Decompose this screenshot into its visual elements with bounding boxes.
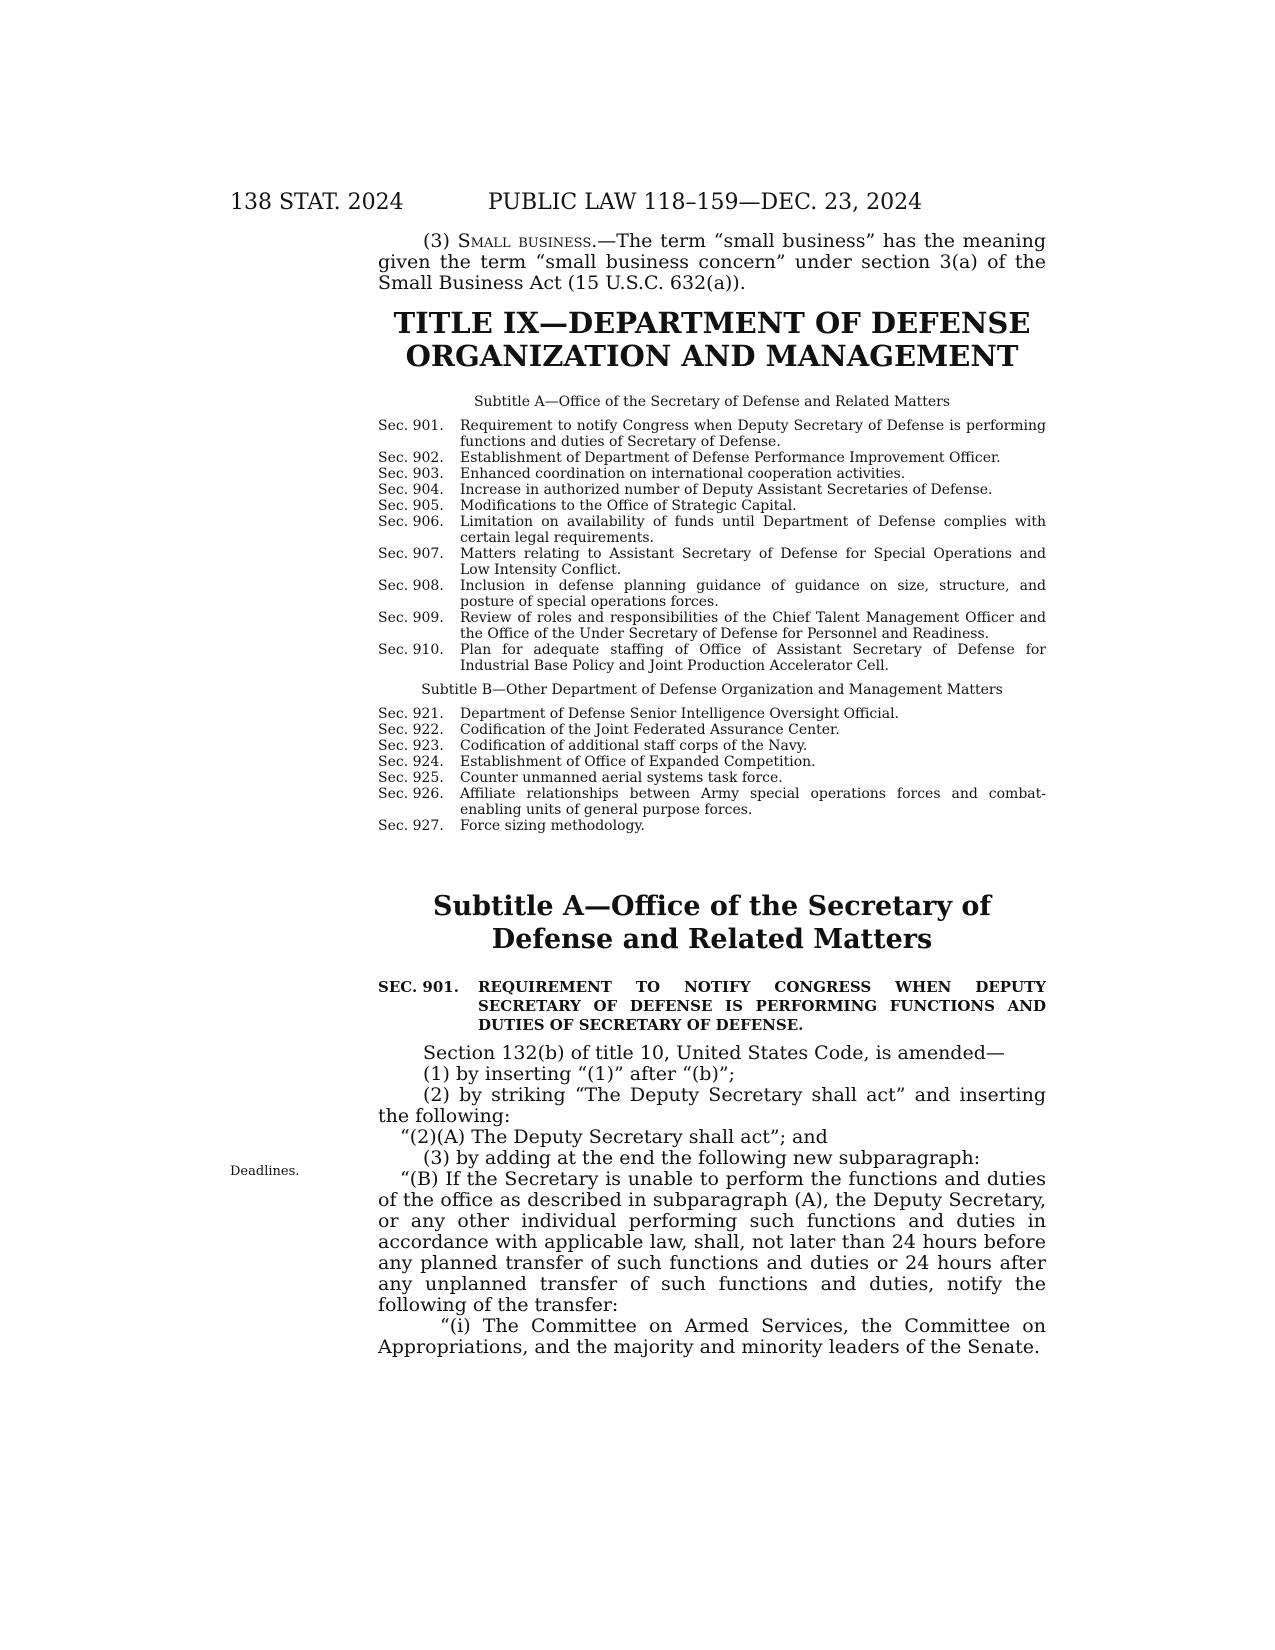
toc-item-section-number: Sec. 907. <box>378 546 444 562</box>
margin-note-deadlines: Deadlines. <box>230 1164 300 1179</box>
section-901-p5: (3) by adding at the end the following new subparagraph: <box>423 1147 981 1169</box>
toc-item-section-number: Sec. 924. <box>378 754 444 770</box>
toc-item-section-number: Sec. 909. <box>378 610 444 626</box>
intro-num: (3) <box>423 230 450 252</box>
toc-item-section-number: Sec. 925. <box>378 770 444 786</box>
toc-item-section-number: Sec. 921. <box>378 706 444 722</box>
toc-item-section-number: Sec. 903. <box>378 466 444 482</box>
toc-item-section-number: Sec. 926. <box>378 786 444 802</box>
toc-item <box>378 754 1046 770</box>
toc-item-title: Limitation on availability of funds until Department of Defense complies with certain legal requirements. <box>460 514 1046 546</box>
toc-item-title: Establishment of Department of Defense Performance Improvement Officer. <box>460 450 1001 466</box>
section-901-p7: “(i) The Committee on Armed Services, the Committee on Appropriations, and the majority and minority leaders of the Senate. <box>378 1315 1046 1358</box>
toc-item-section-number: Sec. 905. <box>378 498 444 514</box>
toc-item <box>378 610 1046 642</box>
running-header: PUBLIC LAW 118–159—DEC. 23, 2024 <box>488 190 923 215</box>
intro-text: .—The term “small business” has the meaning given the term “small business concern” under section 3(a) of the Small Business Act (15 U.S.C. 632(a)). <box>378 230 1046 294</box>
toc-subtitle-b: Subtitle B—Other Department of Defense Organization and Management Matters <box>421 682 1003 698</box>
toc-item <box>378 738 1046 754</box>
toc-item-title: Codification of additional staff corps of the Navy. <box>460 738 808 754</box>
table-of-contents <box>378 394 1046 834</box>
page-stat-number: 138 STAT. 2024 <box>230 190 404 215</box>
title-line-2: ORGANIZATION AND MANAGEMENT <box>405 339 1019 373</box>
toc-item-title: Force sizing methodology. <box>460 818 645 834</box>
toc-item-section-number: Sec. 906. <box>378 514 444 530</box>
title-heading <box>378 307 1046 373</box>
subtitle-a-heading <box>378 890 1046 956</box>
toc-item <box>378 418 1046 450</box>
toc-item <box>378 546 1046 578</box>
toc-item-title: Requirement to notify Congress when Deputy Secretary of Defense is performing functions and duties of Secretary of Defense. <box>460 418 1046 450</box>
toc-item-title: Matters relating to Assistant Secretary of Defense for Special Operations and Low Intensity Conflict. <box>460 546 1046 578</box>
section-901-p2: (1) by inserting “(1)” after “(b)”; <box>423 1063 735 1085</box>
toc-item-title: Modifications to the Office of Strategic Capital. <box>460 498 797 514</box>
toc-item <box>378 642 1046 674</box>
toc-item <box>378 578 1046 610</box>
toc-item <box>378 770 1046 786</box>
section-901-p1: Section 132(b) of title 10, United States Code, is amended— <box>423 1042 1005 1064</box>
toc-item-section-number: Sec. 904. <box>378 482 444 498</box>
toc-item-section-number: Sec. 908. <box>378 578 444 594</box>
toc-item-title: Establishment of Office of Expanded Competition. <box>460 754 816 770</box>
section-901-p4: “(2)(A) The Deputy Secretary shall act”; and <box>400 1126 828 1148</box>
toc-item-title: Review of roles and responsibilities of the Chief Talent Management Officer and the Office of the Under Secretary of Defense for Personnel and Readiness. <box>460 610 1046 642</box>
toc-item <box>378 514 1046 546</box>
toc-item-title: Counter unmanned aerial systems task force. <box>460 770 783 786</box>
title-line-1: TITLE IX—DEPARTMENT OF DEFENSE <box>393 306 1031 340</box>
toc-item-section-number: Sec. 902. <box>378 450 444 466</box>
toc-item <box>378 450 1046 466</box>
subtitle-line-1: Subtitle A—Office of the Secretary of <box>432 891 992 922</box>
toc-item-section-number: Sec. 927. <box>378 818 444 834</box>
toc-subtitle-a: Subtitle A—Office of the Secretary of Defense and Related Matters <box>473 394 951 410</box>
intro-paragraph <box>378 231 1046 294</box>
section-901-p3: (2) by striking “The Deputy Secretary shall act” and inserting the following: <box>378 1084 1046 1127</box>
toc-item-section-number: Sec. 922. <box>378 722 444 738</box>
toc-item <box>378 722 1046 738</box>
toc-item-title: Codification of the Joint Federated Assurance Center. <box>460 722 840 738</box>
toc-item-title: Increase in authorized number of Deputy Assistant Secretaries of Defense. <box>460 482 993 498</box>
toc-item-title: Department of Defense Senior Intelligence Oversight Official. <box>460 706 900 722</box>
toc-list-b <box>378 706 1046 834</box>
section-901-label: SEC. 901. <box>378 978 459 996</box>
toc-item <box>378 786 1046 818</box>
toc-item-section-number: Sec. 901. <box>378 418 444 434</box>
toc-item-section-number: Sec. 910. <box>378 642 444 658</box>
section-901-title: REQUIREMENT TO NOTIFY CONGRESS WHEN DEPUTY SECRETARY OF DEFENSE IS PERFORMING FUNCTIONS AND DUTIES OF SECRETARY OF DEFENSE. <box>478 978 1046 1034</box>
toc-item <box>378 466 1046 482</box>
toc-list-a <box>378 418 1046 674</box>
section-901-heading <box>378 978 1046 1035</box>
toc-item-section-number: Sec. 923. <box>378 738 444 754</box>
toc-item <box>378 818 1046 834</box>
toc-item-title: Affiliate relationships between Army special operations forces and combat-enabling units of general purpose forces. <box>460 786 1046 818</box>
toc-item <box>378 482 1046 498</box>
toc-item-title: Plan for adequate staffing of Office of Assistant Secretary of Defense for Industrial Base Policy and Joint Production Accelerator Cell. <box>460 642 1046 674</box>
toc-item <box>378 498 1046 514</box>
toc-item <box>378 706 1046 722</box>
section-901-p6: “(B) If the Secretary is unable to perform the functions and duties of the office as described in subparagraph (A), the Deputy Secretary, or any other individual performing such functions and duties in accordance with applicable law, shall, not later than 24 hours before any planned transfer of such functions and duties or 24 hours after any unplanned transfer of such functions and duties, notify the following of the transfer: <box>378 1168 1046 1316</box>
toc-item-title: Enhanced coordination on international cooperation activities. <box>460 466 906 482</box>
subtitle-line-2: Defense and Related Matters <box>491 924 933 955</box>
section-901-body <box>378 1043 1046 1358</box>
toc-item-title: Inclusion in defense planning guidance of guidance on size, structure, and posture of special operations forces. <box>460 578 1046 610</box>
intro-term-label: Small business <box>457 230 592 252</box>
